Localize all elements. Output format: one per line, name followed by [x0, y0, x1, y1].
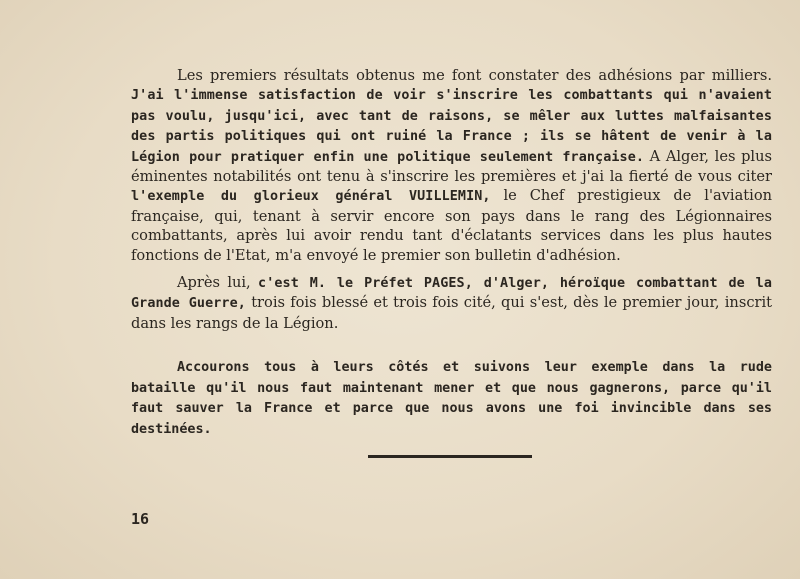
paragraph-3	[131, 357, 772, 439]
paragraph-2-bold-a: c'est M. le Préfet PAGES, d'Alger, héroïque combattant de la Grande Guerre,	[131, 276, 773, 312]
paragraph-2	[131, 273, 772, 333]
page-number: 16	[131, 510, 150, 528]
paragraph-1-text-b: A Alger, les plus éminentes notabilités ont tenu à s'inscrire les premières et j'ai la fierté de vous citer	[131, 147, 772, 186]
section-divider	[368, 455, 532, 458]
paragraph-1-text-a: Les premiers résultats obtenus me font constater des adhésions par milliers.	[177, 67, 772, 84]
paragraph-1	[131, 66, 772, 265]
paragraph-1-bold-a: J'ai l'immense satisfaction de voir s'inscrire les combattants qui n'avaient pas voulu, jusqu'ici, avec tant de raisons, se mêler aux luttes malfaisantes des partis politiques qui ont ruiné la France ; ils se hâtent de venir à la Légion pour pratiquer enfin une politique seulement française.	[131, 88, 772, 165]
paragraph-2-text-a: Après lui,	[177, 274, 251, 292]
paragraph-1-bold-b: l'exemple du glorieux général VUILLEMIN,	[131, 189, 491, 205]
paragraph-2-text-b: trois fois blessé et trois fois cité, qui s'est, dès le premier jour, inscrit dans les rangs de la Légion.	[131, 294, 773, 332]
body-text	[131, 66, 772, 447]
paragraph-1-text-c: le Chef prestigieux de l'aviation française, qui, tenant à servir encore son pays dans le rang des Légionnaires combattants, après lui avoir rendu tant d'éclatants services dans les plus hautes fonctions de l'Etat, m'a envoyé le premier son bulletin d'adhésion.	[131, 187, 772, 264]
paragraph-3-bold: Accourons tous à leurs côtés et suivons leur exemple dans la rude bataille qu'il nous faut maintenant mener et que nous gagnerons, parce qu'il faut sauver la France et parce que nous avons une foi invincible dans ses destinées.	[131, 360, 772, 437]
